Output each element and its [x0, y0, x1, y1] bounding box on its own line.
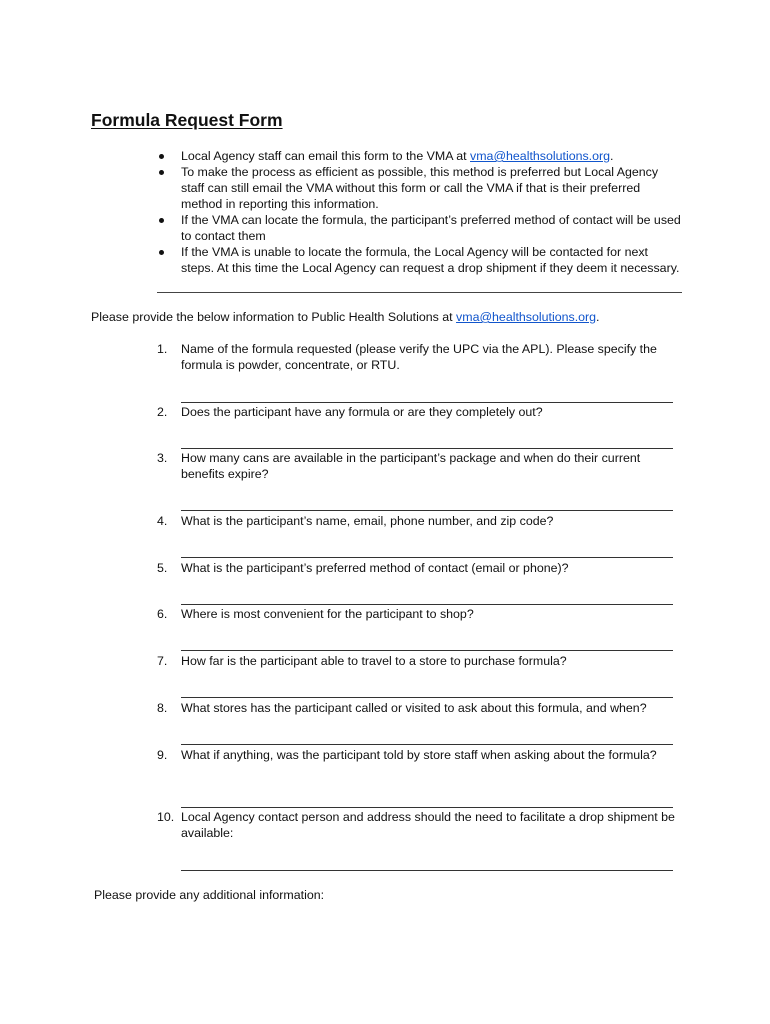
question-10 — [157, 809, 682, 841]
answer-line-1[interactable] — [181, 402, 673, 403]
provide-info-text — [91, 310, 600, 324]
answer-line-6[interactable] — [181, 650, 673, 651]
question-6 — [157, 606, 682, 622]
question-text: How many cans are available in the participant’s package and when do their current benefits expire? — [181, 451, 641, 481]
question-text: Where is most convenient for the participant to shop? — [181, 607, 474, 621]
additional-info-label: Please provide any additional information: — [94, 888, 325, 902]
instruction-text: If the VMA is unable to locate the formula, the Local Agency will be contacted for next steps. At this time the Local Agency can request a drop shipment if they deem it necessary. — [181, 245, 680, 275]
question-text: Local Agency contact person and address should the need to facilitate a drop shipment be available: — [181, 810, 675, 840]
question-text: What is the participant’s preferred method of contact (email or phone)? — [181, 561, 569, 575]
question-3 — [157, 450, 682, 482]
question-8 — [157, 700, 682, 716]
instruction-item — [157, 148, 683, 164]
email-link[interactable]: vma@healthsolutions.org — [456, 310, 597, 324]
answer-line-10[interactable] — [181, 870, 673, 871]
answer-line-4[interactable] — [181, 557, 673, 558]
question-number: 7. — [157, 654, 168, 668]
question-9 — [157, 747, 682, 763]
question-text: Name of the formula requested (please verify the UPC via the APL). Please specify the formula is powder, concentrate, or RTU. — [181, 342, 657, 372]
answer-line-2[interactable] — [181, 448, 673, 449]
instruction-text: To make the process as efficient as possible, this method is preferred but Local Agency staff can still email the VMA without this form or call the VMA if that is their preferred method in reporting this information. — [181, 165, 659, 211]
question-7 — [157, 653, 682, 669]
answer-line-5[interactable] — [181, 604, 673, 605]
email-link[interactable]: vma@healthsolutions.org — [470, 149, 611, 163]
question-4 — [157, 513, 682, 529]
question-number: 4. — [157, 514, 168, 528]
answer-line-9[interactable] — [181, 807, 673, 808]
question-number: 8. — [157, 701, 168, 715]
provide-text-end: . — [596, 310, 600, 324]
answer-line-3[interactable] — [181, 510, 673, 511]
question-text: What if anything, was the participant told by store staff when asking about the formula? — [181, 748, 657, 762]
instruction-text: Local Agency staff can email this form to the VMA at — [181, 149, 471, 163]
instruction-item — [157, 212, 683, 244]
section-divider — [157, 292, 682, 293]
instructions-list — [157, 148, 683, 276]
question-2 — [157, 404, 682, 420]
question-number: 9. — [157, 748, 168, 762]
page-title: Formula Request Form — [91, 110, 283, 130]
question-number: 10. — [157, 810, 175, 824]
question-text: What is the participant’s name, email, phone number, and zip code? — [181, 514, 554, 528]
instruction-text-end: . — [610, 149, 614, 163]
question-number: 6. — [157, 607, 168, 621]
answer-line-7[interactable] — [181, 697, 673, 698]
provide-text: Please provide the below information to Public Health Solutions at — [91, 310, 457, 324]
question-number: 5. — [157, 561, 168, 575]
instruction-item — [157, 244, 683, 276]
question-number: 1. — [157, 342, 168, 356]
question-number: 2. — [157, 405, 168, 419]
question-1 — [157, 341, 682, 373]
instruction-item — [157, 164, 683, 212]
question-text: How far is the participant able to travel to a store to purchase formula? — [181, 654, 567, 668]
instruction-text: If the VMA can locate the formula, the participant’s preferred method of contact will be used to contact them — [181, 213, 681, 243]
question-number: 3. — [157, 451, 168, 465]
question-5 — [157, 560, 682, 576]
question-text: What stores has the participant called or visited to ask about this formula, and when? — [181, 701, 647, 715]
question-text: Does the participant have any formula or are they completely out? — [181, 405, 543, 419]
answer-line-8[interactable] — [181, 744, 673, 745]
